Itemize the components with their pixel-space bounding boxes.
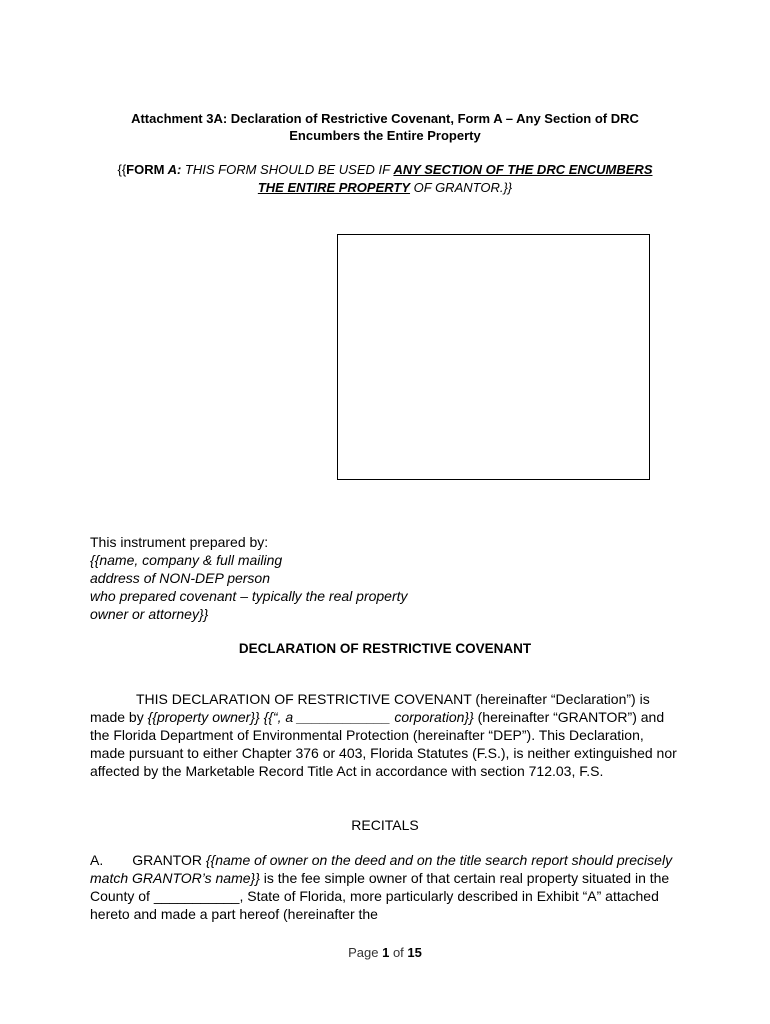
intro-paragraph [90, 690, 680, 780]
page-footer [90, 944, 680, 962]
recital-a-paragraph [90, 851, 680, 923]
prepared-by-block [90, 533, 490, 623]
recitals-heading: RECITALS [351, 817, 419, 833]
intro-text-1: THIS DECLARATION OF RESTRICTIVE COVENANT (hereinafter “Declaration”) is made by [90, 691, 650, 725]
footer-page-total: 15 [407, 945, 422, 960]
recording-stamp-box [337, 234, 650, 480]
prepared-by-line-4: owner or attorney}} [90, 606, 209, 622]
attachment-title [90, 110, 680, 144]
prepared-by-line-3: who prepared covenant – typically the real property [90, 588, 408, 604]
prepared-by-line-2: address of NON-DEP person [90, 570, 270, 586]
form-note-label: FORM [126, 162, 165, 177]
footer-of-label: of [389, 945, 408, 960]
prepared-by-label: This instrument prepared by: [90, 534, 269, 550]
form-note-letter: A: [164, 162, 182, 177]
form-note-open-braces: {{ [117, 162, 127, 177]
attachment-title-line-1: Attachment 3A: Declaration of Restrictive Covenant, Form A – Any Section of DRC [131, 111, 639, 126]
footer-page-label: Page [348, 945, 383, 960]
recital-a-lead: GRANTOR [132, 852, 206, 868]
footer-page-current: 1 [382, 945, 390, 960]
form-note-emphasis-1: ANY SECTION OF THE DRC ENCUMBERS [393, 162, 653, 177]
intro-text-2: (hereinafter “GRANTOR”) and the Florida Department of Environmental Protection (hereinafter “DEP”). This Declaration, made pursuant to either Chapter 376 or 403, Florida Statutes (F.S.), is neither extinguished nor affected by the Marketable Record Title Act in accordance with section 712.03, F.S. [90, 709, 677, 779]
declaration-title: DECLARATION OF RESTRICTIVE COVENANT [238, 641, 532, 656]
attachment-title-line-2: Encumbers the Entire Property [289, 128, 481, 143]
prepared-by-line-1: {{name, company & full mailing [90, 552, 283, 568]
form-note-text-1: THIS FORM SHOULD BE USED IF [181, 162, 394, 177]
intro-owner-placeholder: {{property owner}} {{“, a ____________ corporation}} [147, 709, 474, 725]
recital-a-marker: A. [90, 852, 104, 868]
form-note-text-2: OF GRANTOR.}} [410, 180, 513, 195]
form-note-emphasis-2: THE ENTIRE PROPERTY [257, 180, 411, 195]
recital-a-text: is the fee simple owner of that certain real property situated in the County of ___________, State of Florida, more particularly described in Exhibit “A” attached hereto and made a part hereof (hereinafter the [90, 870, 670, 922]
form-usage-note [90, 161, 680, 197]
recital-a-owner-note: {{name of owner on the deed and on the title search report should precisely match GRANTOR’s name}} [90, 852, 673, 886]
